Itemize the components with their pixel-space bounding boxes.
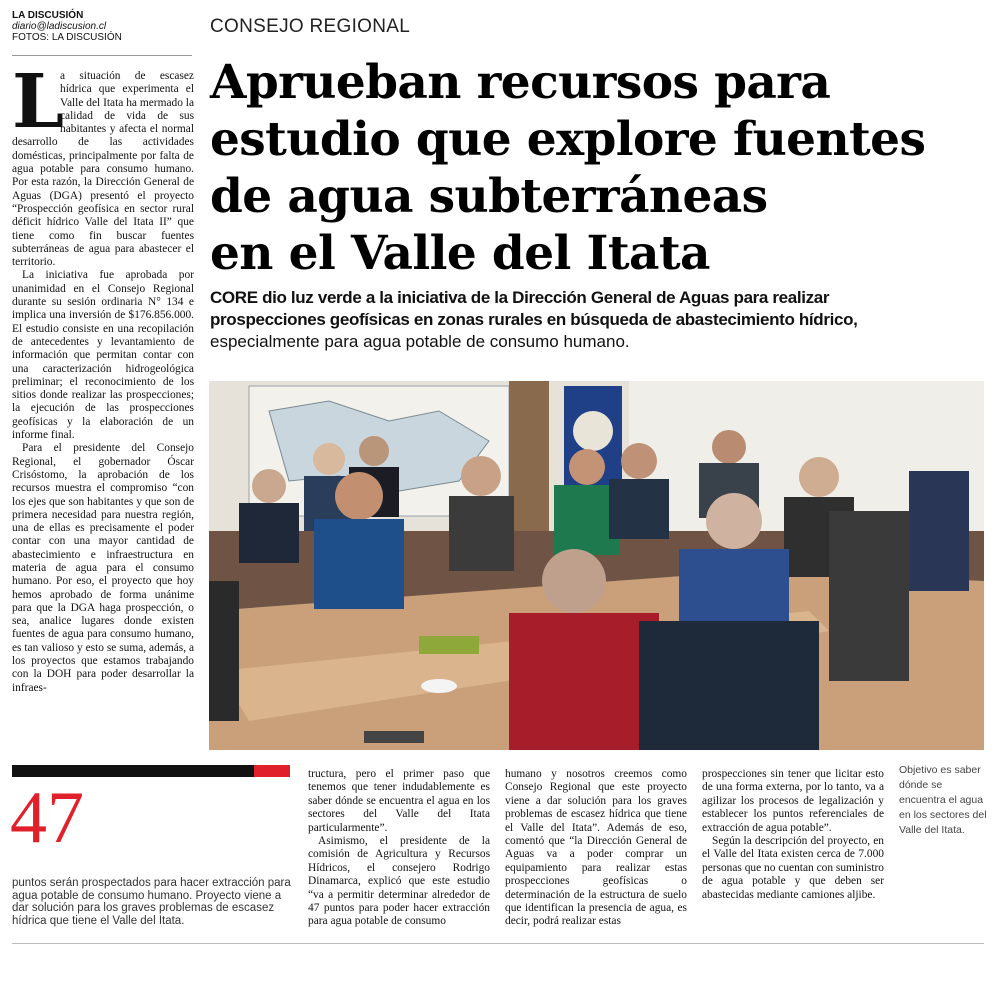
contact-email[interactable]: diario@ladiscusion.cl <box>12 21 107 32</box>
factbox-text: puntos serán prospectados para hacer extracción para agua potable de consumo humano. Proyecto viene a dar solución para los graves problemas de escasez hídrica que tiene el Valle del Itata. <box>12 877 291 927</box>
photo-caption: Objetivo es saber dónde se encuentra el agua en los sectores del Valle del Itata. <box>899 764 987 836</box>
factbox-number: 47 <box>10 777 84 859</box>
body-paragraph: Según la descripción del proyecto, en el Valle del Itata existen cerca de 7.000 personas que no cuentan con suministro de agua potable y que deben ser abastecidas mediante camiones aljibe. <box>702 835 884 901</box>
body-column-bottom-1 <box>308 768 490 929</box>
headline-line-4: en el Valle del Itata <box>210 226 710 281</box>
meeting-photo <box>209 381 984 750</box>
body-paragraph: Para el presidente del Consejo Regional, el gobernador Óscar Crisóstomo, la aprobación de los recursos muestra el compromiso “con los ejes que son habitantes y que son de primera necesidad para nuestra región, una de ellas es precisamente el poder contar con una mayor cantidad de abastecimiento e infraestructura en materia de agua para el consumo humano. Por eso, el proyecto que hoy hemos aprobado de forma unánime para que la DGA haga prospección, o sea, analice lugares donde existen fuentes de agua para consumo humano, es tan valioso y esto se suma, además, a los proyectos que estamos trabajando con la DOH para poder desarrollar la infraes- <box>12 442 194 694</box>
headline-line-1: Aprueban recursos para <box>210 55 831 110</box>
body-paragraph: prospecciones sin tener que licitar esto de una forma externa, por lo tanto, va a agilizar los procesos de legalización y establecer los puntos referenciales de extracción de agua potable”. <box>702 768 884 834</box>
body-paragraph: La iniciativa fue aprobada por unanimidad en el Consejo Regional durante su sesión ordinaria N° 134 e implica una inversión de $176.856.000. El estudio consiste en una recopilación de antecedentes y levantamiento de información que permitan contar con una caracterización hidrogeológica preliminar; el reconocimiento de los sitios donde realizar las prospecciones; la ejecución de las prospecciones geofísicas y la elaboración de un informe final. <box>12 269 194 442</box>
lead-bold-line-2: prospecciones geofísicas en zonas rurales en búsqueda de abastecimiento hídrico, <box>210 310 858 329</box>
body-paragraph: Asimismo, el presidente de la comisión de Agricultura y Recursos Hídricos, el consejero Rodrigo Dinamarca, explicó que este estudio “va a permitir determinar alrededor de 47 puntos para poder hacer extracción para agua potable de consumo <box>308 835 490 928</box>
newspaper-brand: LA DISCUSIÓN <box>12 10 84 21</box>
body-column-bottom-2 <box>505 768 687 929</box>
body-paragraph: tructura, pero el primer paso que tenemos que tener indudablemente es saber dónde se encuentra el agua en los sectores del Valle del Itata particularmente”. <box>308 768 490 834</box>
body-paragraph <box>12 70 194 269</box>
lead-bold-line-1: CORE dio luz verde a la iniciativa de la Dirección General de Aguas para realizar <box>210 288 830 307</box>
body-column-left <box>12 70 194 755</box>
photo-credit: FOTOS: LA DISCUSIÓN <box>12 32 122 43</box>
body-column-bottom-3 <box>702 768 884 902</box>
byline-credit <box>12 10 192 43</box>
page-bottom-rule <box>12 943 984 944</box>
headline <box>210 54 990 282</box>
headline-line-3: de agua subterráneas <box>210 169 768 224</box>
section-kicker: CONSEJO REGIONAL <box>210 16 411 37</box>
meeting-illustration <box>209 381 984 750</box>
headline-line-2: estudio que explore fuentes <box>210 112 926 167</box>
credit-divider <box>12 55 192 56</box>
factbox-bar <box>12 765 290 777</box>
body-paragraph: humano y nosotros creemos como Consejo Regional que este proyecto viene a dar solución para los graves problemas de escasez hídrica que tiene el Valle del Itata”. Además de eso, comentó que “la Dirección General de Aguas va a poder comprar un equipamiento para realizar estas prospecciones geofísicas o determinación de la estructura de suelo que identifican la presencia de agua, es decir, podrá realizar estas <box>505 768 687 928</box>
drop-cap: L <box>12 70 65 145</box>
factbox-bar-accent <box>254 765 290 777</box>
body-text: a situación de escasez hídrica que experimenta el Valle del Itata ha mermado la calidad de vida de sus habitantes y afecta el normal desarrollo de las actividades domésticas, principalmente por falta de agua potable para consumo humano. Por esta razón, la Dirección General de Aguas (DGA) presentó el proyecto “Prospección geofísica en sector rural déficit hídrico Valle del Itata II” que tiene como fin buscar fuentes subterráneas de agua para abastecer el territorio. <box>12 70 194 269</box>
lead-regular-line: especialmente para agua potable de consumo humano. <box>210 332 630 351</box>
lead-paragraph <box>210 287 990 353</box>
